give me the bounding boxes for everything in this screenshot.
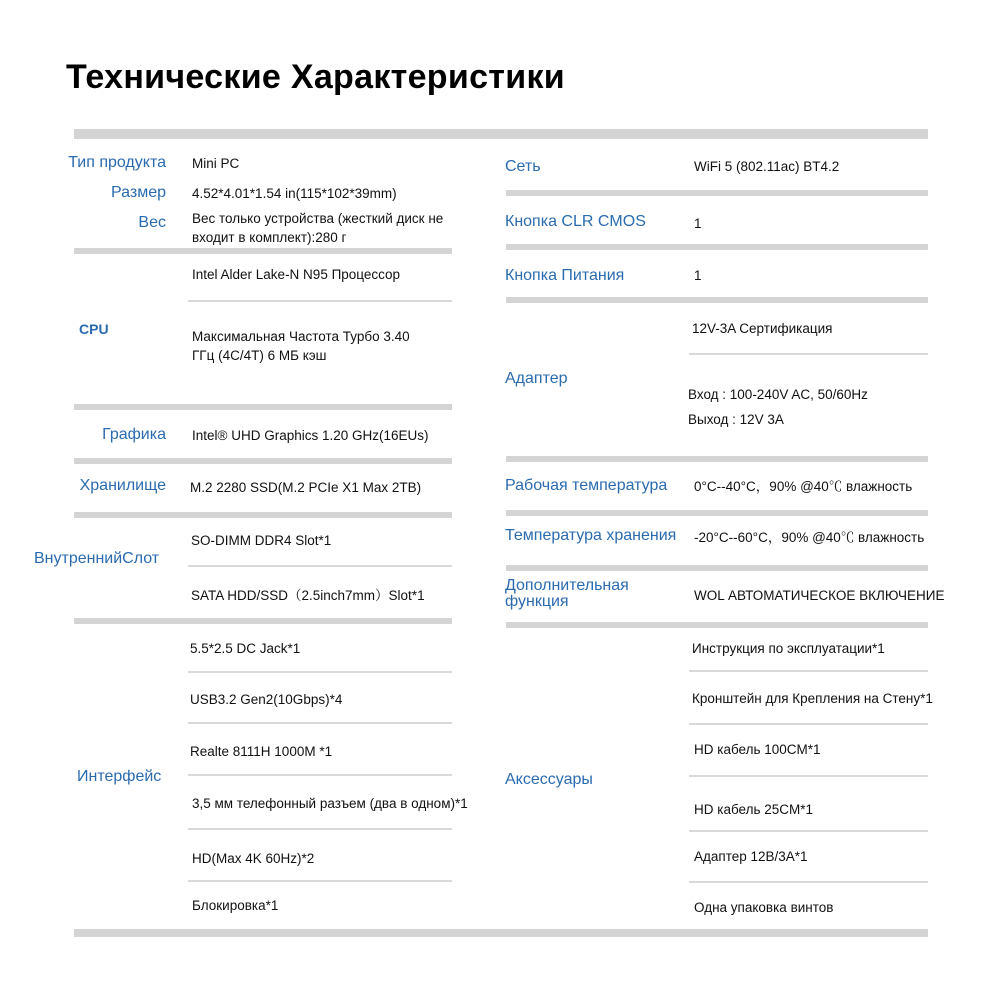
interface-item: Realte 8111H 1000M *1 — [190, 744, 333, 759]
divider — [188, 565, 452, 567]
network-value: WiFi 5 (802.11ac) BT4.2 — [694, 159, 840, 174]
accessory-item: Одна упаковка винтов — [694, 900, 834, 915]
divider — [188, 300, 452, 302]
storage-label: Хранилище — [79, 477, 166, 494]
accessory-item: Инструкция по эксплуатации*1 — [692, 641, 885, 656]
divider — [689, 723, 928, 725]
adapter-input-value: Вход : 100-240V AC, 50/60Hz — [688, 387, 868, 402]
divider — [188, 722, 452, 724]
extra-function-value: WOL АВТОМАТИЧЕСКОЕ ВКЛЮЧЕНИЕ — [694, 588, 945, 603]
page-title: Технические Характеристики — [66, 58, 565, 96]
interface-item: HD(Max 4K 60Hz)*2 — [192, 851, 315, 866]
adapter-label: Адаптер — [505, 370, 568, 387]
clr-cmos-value: 1 — [694, 216, 702, 231]
power-button-label: Кнопка Питания — [505, 267, 625, 284]
divider — [74, 512, 452, 518]
interface-item: Блокировка*1 — [192, 898, 279, 913]
divider — [188, 774, 452, 776]
network-label: Сеть — [505, 158, 541, 175]
power-button-value: 1 — [694, 268, 702, 283]
accessory-item: Кронштейн для Крепления на Стену*1 — [692, 691, 933, 706]
weight-value: Вес только устройства (жесткий диск не входит в комплект):280 г — [192, 211, 444, 245]
accessory-item: Адаптер 12В/3А*1 — [694, 849, 808, 864]
interface-item: 3,5 мм телефонный разъем (два в одном)*1 — [192, 796, 468, 811]
cpu-processor-value: Intel Alder Lake-N N95 Процессор — [192, 267, 401, 282]
divider — [506, 565, 928, 571]
extra-function-label: Дополнительная функция — [505, 577, 629, 610]
interface-item: 5.5*2.5 DC Jack*1 — [190, 641, 301, 656]
divider — [689, 670, 928, 672]
graphics-label: Графика — [102, 426, 166, 443]
interface-label: Интерфейс — [77, 768, 162, 785]
internal-slot-item: SO-DIMM DDR4 Slot*1 — [191, 533, 332, 548]
divider — [506, 510, 928, 516]
bottom-divider — [74, 929, 928, 937]
interface-item: USB3.2 Gen2(10Gbps)*4 — [190, 692, 343, 707]
top-divider — [74, 129, 928, 139]
divider — [74, 248, 452, 254]
internal-slot-item: SATA HDD/SSD（2.5inch7mm）Slot*1 — [191, 588, 425, 603]
divider — [74, 404, 452, 410]
operating-temp-value: 0°C--40°C，90% @40℃ влажность — [694, 479, 913, 494]
storage-value: M.2 2280 SSD(M.2 PCIe X1 Max 2TB) — [190, 480, 422, 495]
divider — [506, 297, 928, 303]
weight-label: Вес — [138, 214, 166, 231]
product-type-value: Mini PC — [192, 156, 240, 171]
divider — [188, 671, 452, 673]
cpu-turbo-value: Максимальная Частота Турбо 3.40 ГГц (4С/4Т) 6 МБ кэш — [192, 329, 410, 363]
storage-temp-value: -20°C--60°C，90% @40℃ влажность — [694, 530, 925, 545]
adapter-cert-value: 12V-3A Сертификация — [692, 321, 833, 336]
size-value: 4.52*4.01*1.54 in(115*102*39mm) — [192, 186, 397, 201]
divider — [689, 353, 928, 355]
accessories-label: Аксессуары — [505, 771, 593, 788]
divider — [506, 456, 928, 462]
divider — [74, 458, 452, 464]
divider — [689, 830, 928, 832]
divider — [188, 880, 452, 882]
operating-temp-label: Рабочая температура — [505, 477, 668, 494]
graphics-value: Intel® UHD Graphics 1.20 GHz(16EUs) — [192, 428, 429, 443]
clr-cmos-label: Кнопка CLR CMOS — [505, 213, 646, 230]
accessory-item: HD кабель 100CM*1 — [694, 742, 821, 757]
internal-slot-label: ВнутреннийСлот — [34, 550, 160, 567]
divider — [506, 190, 928, 196]
divider — [506, 244, 928, 250]
accessory-item: HD кабель 25CM*1 — [694, 802, 814, 817]
divider — [689, 881, 928, 883]
divider — [506, 622, 928, 628]
cpu-label: CPU — [79, 321, 109, 337]
divider — [188, 828, 452, 830]
size-label: Размер — [111, 184, 166, 201]
storage-temp-label: Температура хранения — [505, 527, 677, 544]
adapter-output-value: Выход : 12V 3A — [688, 412, 784, 427]
product-type-label: Тип продукта — [68, 154, 166, 171]
divider — [74, 618, 452, 624]
divider — [689, 775, 928, 777]
